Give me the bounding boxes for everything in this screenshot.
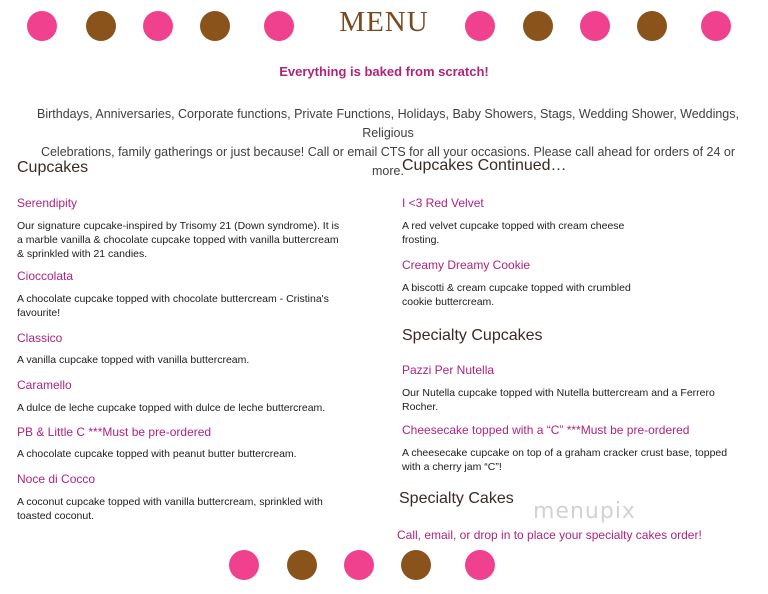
section-title: Cupcakes <box>17 159 89 176</box>
menu-item-desc: A chocolate cupcake topped with peanut butter buttercream. <box>17 448 297 460</box>
intro-text <box>32 105 744 181</box>
menu-item-name: Classico <box>17 331 63 345</box>
pink-dot-icon <box>465 550 495 580</box>
intro-line: Celebrations, family gatherings or just because! Call or email CTS for all your occasions. Please call ahead for orders of 24 or more. <box>40 145 736 178</box>
menu-item-name: I <3 Red Velvet <box>402 196 484 210</box>
menu-item-desc: A cheesecake cupcake on top of a graham cracker crust base, topped with a cherry jam “C”! <box>402 447 728 473</box>
page-title: MENU <box>339 6 429 38</box>
menu-item-name: Noce di Cocco <box>17 472 96 486</box>
section-title: Specialty Cakes <box>399 490 514 507</box>
menu-item-desc: A dulce de leche cupcake topped with dulce de leche buttercream. <box>17 402 326 414</box>
menu-item-desc: A vanilla cupcake topped with vanilla buttercream. <box>17 354 250 366</box>
menu-item-desc: A chocolate cupcake topped with chocolate buttercream - Cristina's favourite! <box>17 293 329 319</box>
menu-item-desc: A red velvet cupcake topped with cream cheese frosting. <box>402 220 625 246</box>
menu-item-desc: A coconut cupcake topped with vanilla buttercream, sprinkled with toasted coconut. <box>17 496 323 522</box>
brown-dot-icon <box>401 550 431 580</box>
menu-item-desc: Our Nutella cupcake topped with Nutella buttercream and a Ferrero Rocher. <box>402 387 715 413</box>
menu-item-name: Caramello <box>17 378 72 392</box>
pink-dot-icon <box>344 550 374 580</box>
menu-item-desc: Our signature cupcake-inspired by Trisomy 21 (Down syndrome). It is a marble vanilla & chocolate cupcake topped with vanilla buttercream & sprinkled with 21 candies. <box>17 220 340 260</box>
menu-item-name: Creamy Dreamy Cookie <box>402 258 531 272</box>
specialty-cakes-note: Call, email, or drop in to place your specialty cakes order! <box>397 528 702 542</box>
intro-line: Birthdays, Anniversaries, Corporate functions, Private Functions, Holidays, Baby Showers, Stags, Wedding Shower, Weddings, Religious <box>37 107 739 140</box>
brown-dot-icon <box>287 550 317 580</box>
tagline: Everything is baked from scratch! <box>279 64 489 79</box>
menu-item-name: Serendipity <box>17 196 78 210</box>
menu-item-name: Cheesecake topped with a “C” ***Must be pre-ordered <box>402 423 690 437</box>
menu-item-name: PB & Little C ***Must be pre-ordered <box>17 425 212 439</box>
watermark: menupix <box>533 499 636 524</box>
menu-item-name: Pazzi Per Nutella <box>402 363 495 377</box>
pink-dot-icon <box>229 550 259 580</box>
section-title: Cupcakes Continued… <box>402 157 567 174</box>
section-title: Specialty Cupcakes <box>402 327 543 344</box>
menu-item-desc: A biscotti & cream cupcake topped with crumbled cookie buttercream. <box>402 282 631 308</box>
menu-item-name: Cioccolata <box>17 269 74 283</box>
